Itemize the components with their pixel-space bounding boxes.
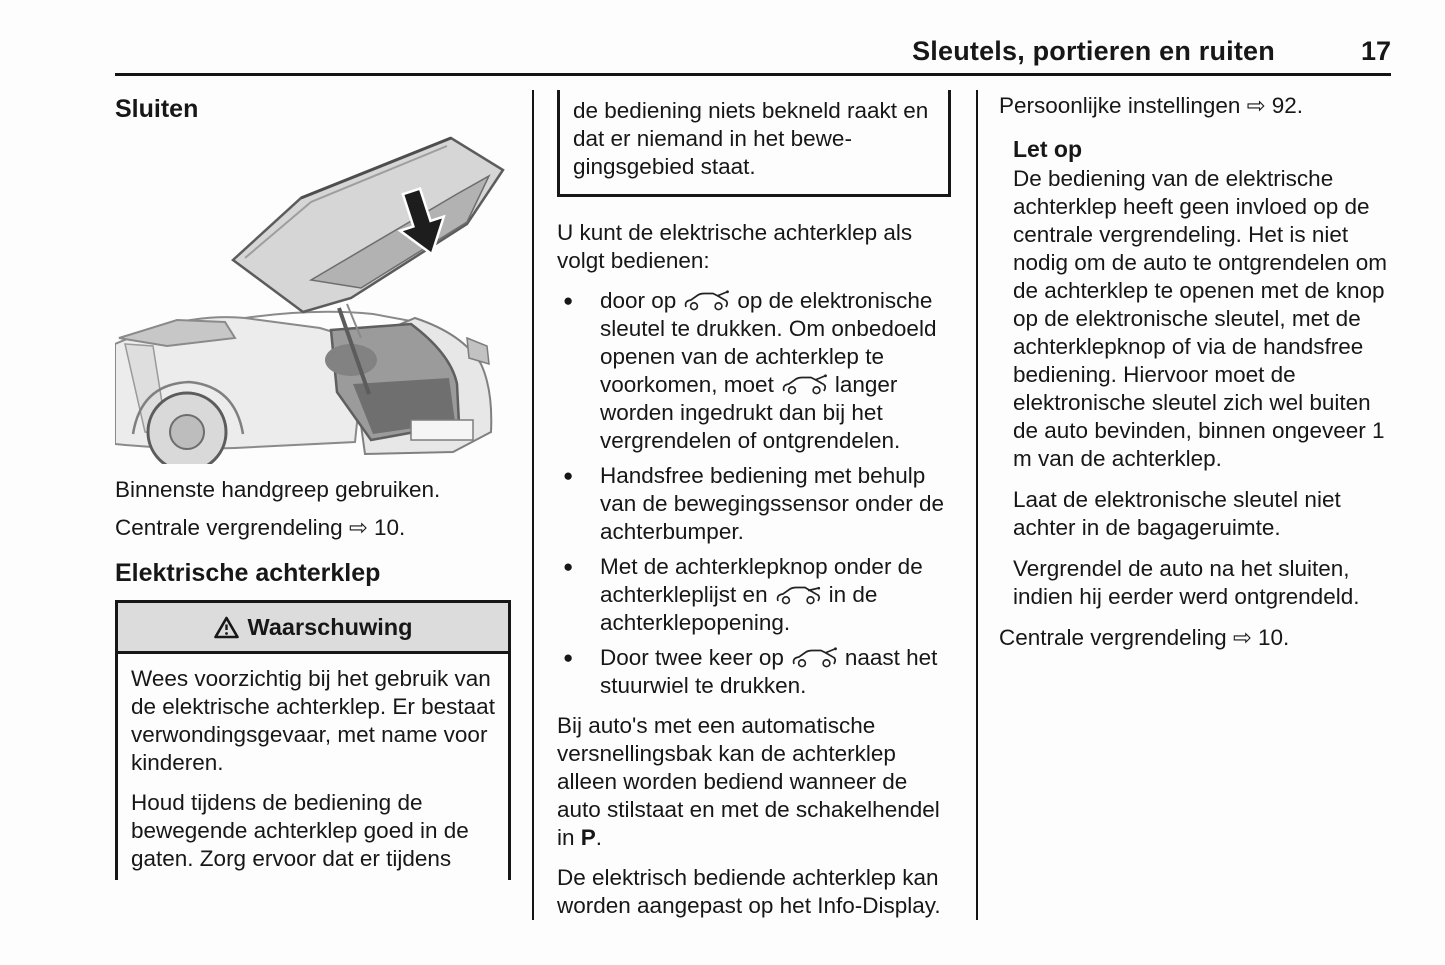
car-tailgate-closing-icon: [775, 584, 822, 605]
note-title: Let op: [1013, 136, 1082, 162]
page-header: [115, 36, 1391, 67]
bullet-marker: ●: [563, 557, 574, 576]
list-item: [557, 553, 951, 637]
car-open-tailgate-icon: [791, 647, 838, 668]
paragraph-text: .: [595, 825, 603, 850]
paragraph-info-display: De elektrisch bediende achterklep kan worden aangepast op het Info-Display.: [557, 865, 941, 918]
bullet-marker: ●: [563, 648, 574, 667]
note-block: [1013, 135, 1391, 611]
warning-box-header: [118, 603, 508, 654]
paragraph-text: Bij auto's met een automatische versnellingsbak kan de achterklep alleen worden bediend wanneer de auto stilstaat en met de schakelhendel in: [557, 713, 940, 850]
reference-personal-settings: Persoonlijke instellingen ⇨ 92.: [999, 93, 1304, 118]
intro-paragraph: U kunt de elektrische achterklep als volgt bedienen:: [557, 220, 913, 273]
bullet-text: naast het stuurwiel te drukken.: [600, 645, 938, 698]
bullet-text: op de elektronische sleutel te drukken. Om onbedoeld openen van de achterklep te voorkomen, moet: [600, 288, 937, 397]
list-item: [557, 462, 951, 546]
hatchback-open-tailgate-image: [115, 132, 511, 464]
bullet-list: [557, 287, 951, 700]
warning-paragraph: Wees voorzichtig bij het gebruik van de elektrische achterklep. Er bestaat verwondingsgevaar, met name voor kinderen.: [131, 666, 495, 775]
warning-box-continuation: [557, 90, 951, 197]
header-rule: [115, 73, 1391, 76]
caption-inner-handle: Binnenste handgreep gebruiken.: [115, 477, 441, 502]
column-middle: [557, 90, 951, 930]
page-title: Sleutels, portieren en ruiten: [912, 36, 1275, 66]
car-open-tailgate-icon: [683, 290, 730, 311]
reference-central-locking: Centrale vergrendeling ⇨ 10.: [999, 625, 1290, 650]
column-right: [999, 90, 1391, 662]
column-left: [115, 90, 511, 880]
bullet-text: Met de achterklepknop onder de achterkleplijst en: [600, 554, 923, 607]
reference-central-locking: Centrale vergrendeling ⇨ 10.: [115, 515, 406, 540]
bullet-text: langer worden ingedrukt dan bij het vergrendelen of ontgrendelen.: [600, 372, 901, 453]
bullet-text: Handsfree bediening met behulp van de bewegingssensor onder de achterbumper.: [600, 463, 944, 544]
warning-paragraph: Houd tijdens de bediening de bewegende achterklep goed in de gaten. Zorg ervoor dat er tijdens: [131, 790, 469, 871]
warning-paragraph-continued: de bediening niets bekneld raakt en dat er niemand in het bewegingsgebied staat.: [573, 98, 929, 179]
column-separator: [532, 90, 534, 920]
bullet-text: Door twee keer op: [600, 645, 784, 670]
note-paragraph: Vergrendel de auto na het sluiten, indien hij eerder werd ontgrendeld.: [1013, 556, 1360, 609]
list-item: [557, 287, 951, 455]
bullet-marker: ●: [563, 291, 574, 310]
warning-box: [115, 600, 511, 880]
bullet-marker: ●: [563, 466, 574, 485]
column-separator: [976, 90, 978, 920]
tailgate-illustration: [115, 132, 511, 464]
bullet-text: in de achterklepopening.: [600, 582, 878, 635]
note-paragraph: De bediening van de elektrische achterklep heeft geen invloed op de centrale vergrendeling. Het is niet nodig om de auto te ontgrendelen om de achterklep te openen met de knop op de elektronische sleutel, met de achterklepknop of via de handsfree bediening. Hiervoor moet de elektronische sleutel zich wel buiten de auto bevinden, binnen ongeveer 1 m van de achterklep.: [1013, 166, 1388, 471]
car-open-tailgate-icon: [781, 374, 828, 395]
note-paragraph: Laat de elektronische sleutel niet achter in de bagageruimte.: [1013, 487, 1341, 540]
list-item: [557, 644, 951, 700]
page-number: 17: [1360, 36, 1391, 66]
gear-position-p: P: [580, 825, 596, 850]
paragraph-automatic-gearbox: [557, 712, 951, 852]
bullet-text: door op: [600, 288, 677, 313]
warning-title: Waarschuwing: [247, 614, 413, 640]
warning-box-body: [118, 654, 508, 873]
warning-triangle-icon: [214, 616, 239, 639]
heading-power-tailgate: Elektrische achterklep: [115, 559, 381, 587]
heading-sluiten: Sluiten: [115, 95, 199, 123]
